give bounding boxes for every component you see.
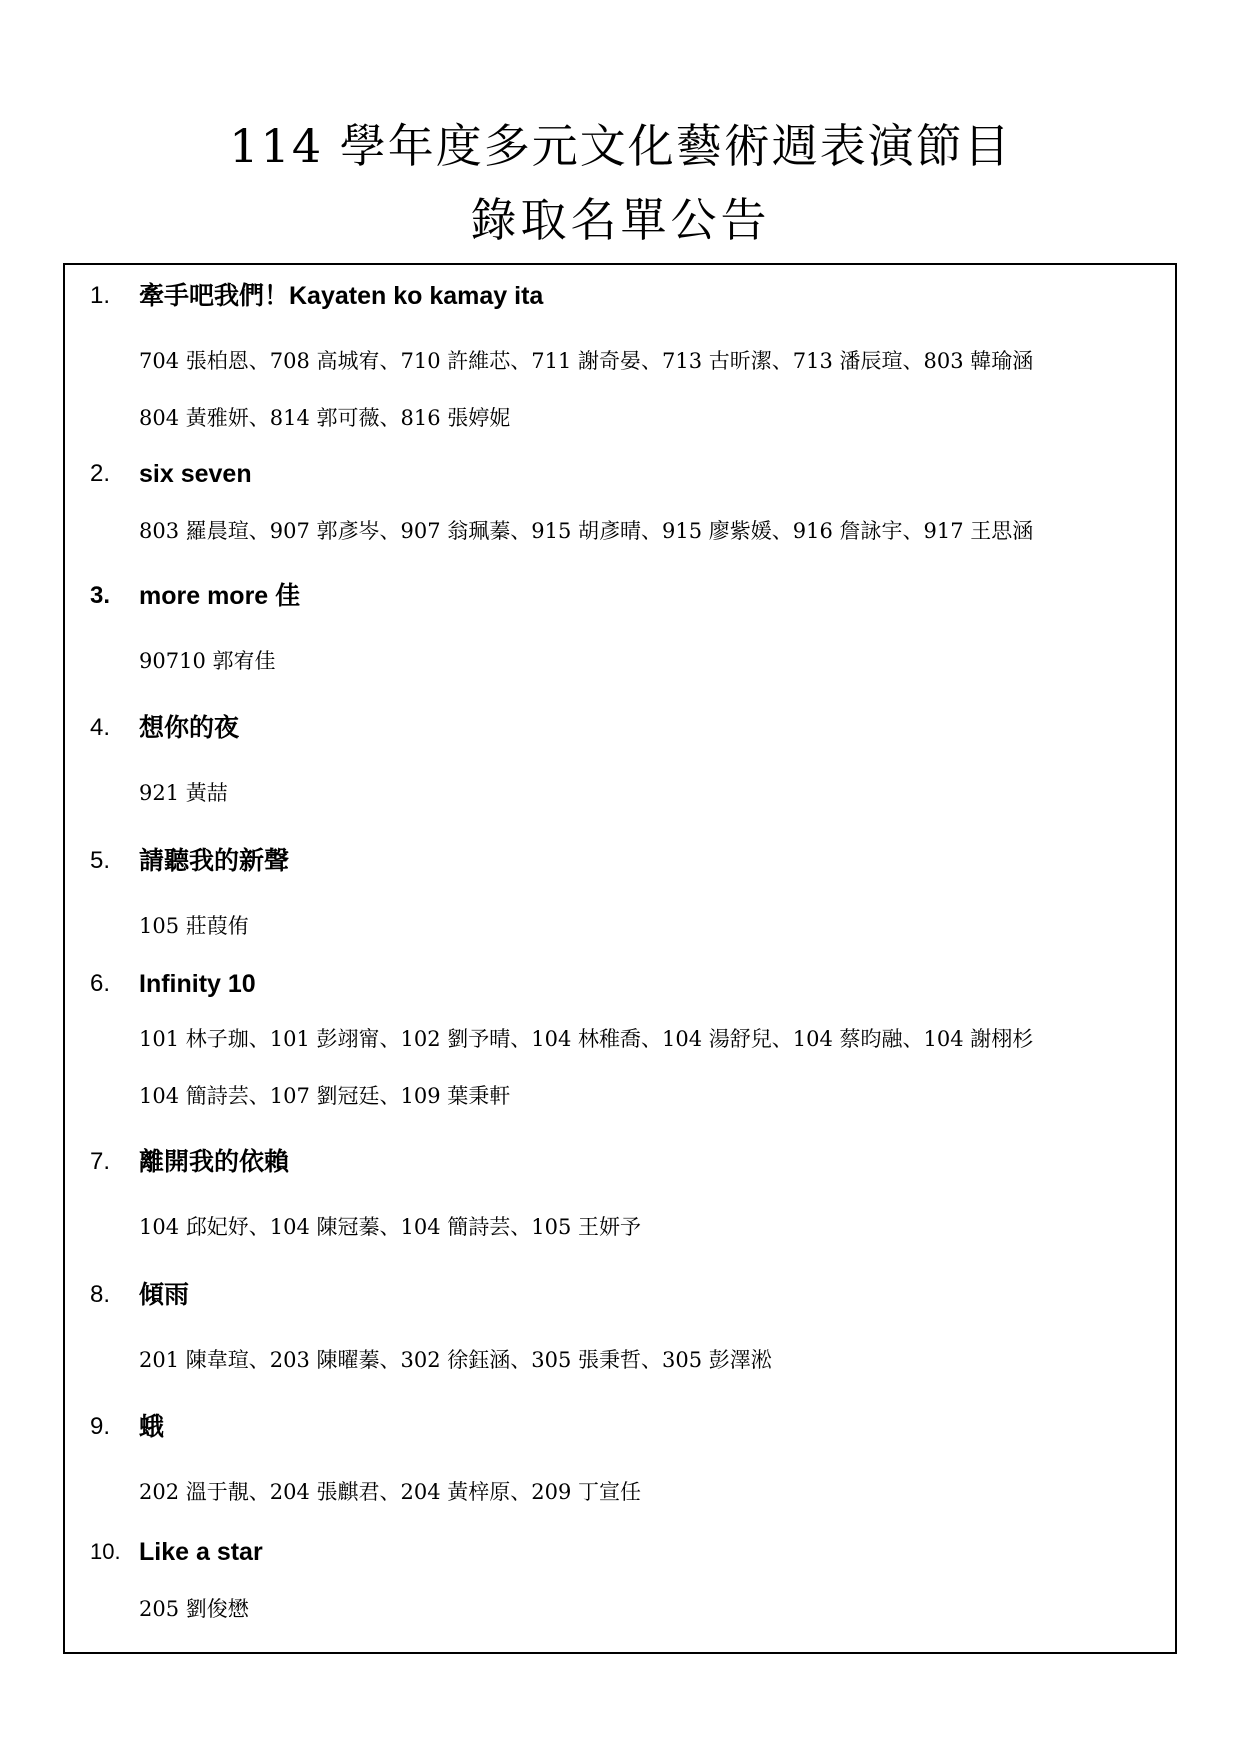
program-title: Like a star	[139, 1538, 263, 1566]
performer-list: 105 莊葭侑	[139, 914, 249, 938]
performer-list: 804 黃雅妍、814 郭可薇、816 張婷妮	[139, 406, 511, 430]
item-number: 4.	[90, 714, 111, 741]
program-title: 請聽我的新聲	[139, 847, 290, 875]
item-number: 6.	[90, 970, 111, 997]
program-title: 傾雨	[139, 1281, 190, 1309]
program-title: 牽手吧我們！Kayaten ko kamay ita	[139, 282, 544, 310]
program-title: more more 佳	[139, 582, 301, 610]
item-number: 7.	[90, 1148, 111, 1175]
performer-list: 201 陳韋瑄、203 陳曜蓁、302 徐鈺涵、305 張秉哲、305 彭澤淞	[139, 1348, 772, 1372]
item-number: 1.	[90, 282, 111, 309]
program-title: 想你的夜	[139, 714, 240, 742]
performer-list: 90710 郭宥佳	[139, 649, 276, 673]
performer-list: 101 林子珈、101 彭翊甯、102 劉予晴、104 林稚喬、104 湯舒兒、104 蔡昀融、104 謝栩杉	[139, 1027, 1034, 1051]
item-number: 8.	[90, 1281, 111, 1308]
page-title: 114 學年度多元文化藝術週表演節目	[229, 119, 1012, 173]
performer-list: 205 劉俊懋	[139, 1597, 249, 1621]
item-number: 5.	[90, 847, 111, 874]
page-subtitle: 錄取名單公告	[470, 193, 771, 247]
performer-list: 104 簡詩芸、107 劉冠廷、109 葉秉軒	[139, 1084, 511, 1108]
program-title: six seven	[139, 460, 252, 488]
performer-list: 803 羅晨瑄、907 郭彥岑、907 翁珮蓁、915 胡彥晴、915 廖紫媛、916 詹詠宇、917 王思涵	[139, 519, 1034, 543]
performer-list: 921 黃喆	[139, 781, 228, 805]
program-title: 離開我的依賴	[139, 1148, 290, 1176]
item-number: 3.	[90, 582, 111, 609]
item-number: 2.	[90, 460, 111, 487]
performer-list: 704 張柏恩、708 高城宥、710 許維芯、711 謝奇晏、713 古昕潔、713 潘辰瑄、803 韓瑜涵	[139, 349, 1034, 373]
program-title: Infinity 10	[139, 970, 256, 998]
program-title: 蛾	[139, 1413, 165, 1441]
performer-list: 202 溫于靚、204 張麒君、204 黃梓原、209 丁宣任	[139, 1480, 642, 1504]
item-number: 9.	[90, 1413, 111, 1440]
item-number: 10.	[90, 1539, 121, 1564]
performer-list: 104 邱妃妤、104 陳冠蓁、104 簡詩芸、105 王妍予	[139, 1215, 642, 1239]
